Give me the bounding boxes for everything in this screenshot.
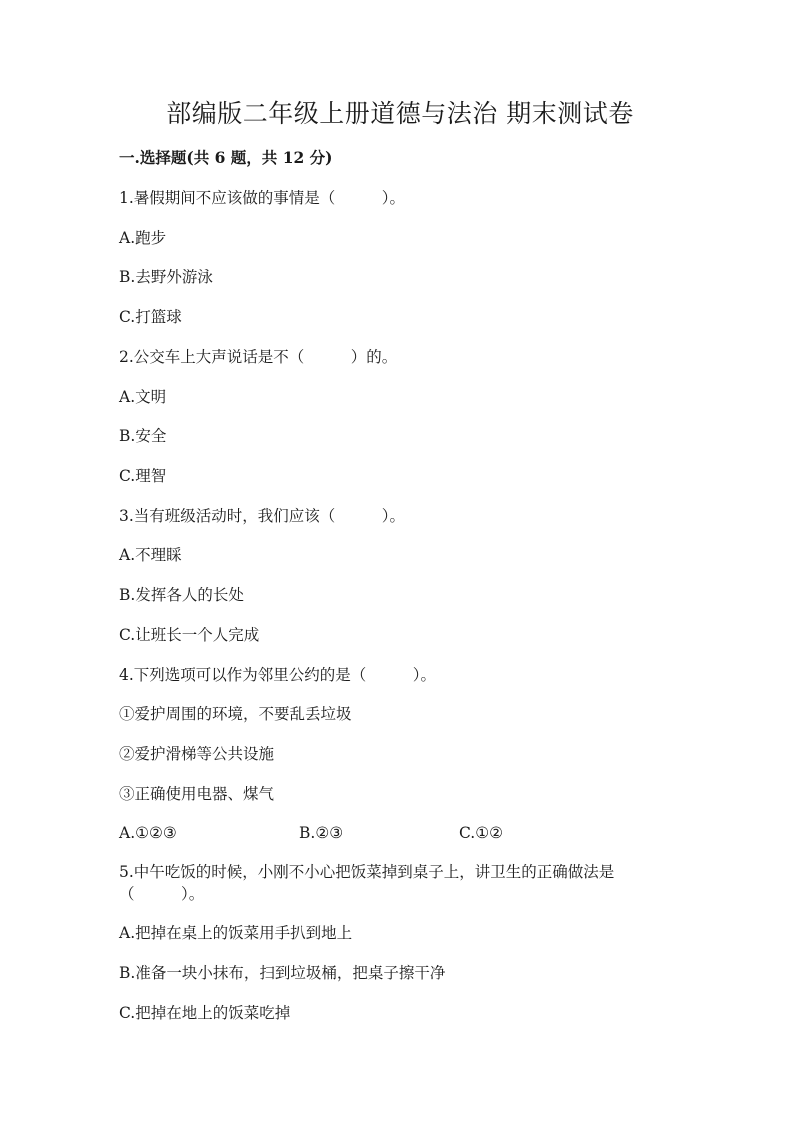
- section-heading: 一.选择题(共 6 题，共 12 分): [119, 148, 333, 167]
- question-3-option-b[interactable]: B.发挥各人的长处: [119, 586, 244, 604]
- question-4-option-a[interactable]: A.①②③: [119, 824, 177, 842]
- question-4-option-c[interactable]: C.①②: [459, 824, 504, 842]
- question-1-option-b[interactable]: B.去野外游泳: [119, 268, 213, 286]
- question-1-stem: 1.暑假期间不应该做的事情是（ ）。: [119, 189, 406, 207]
- question-3-stem: 3.当有班级活动时，我们应该（ ）。: [119, 507, 406, 525]
- question-2-option-b[interactable]: B.安全: [119, 427, 167, 445]
- question-3-option-c[interactable]: C.让班长一个人完成: [119, 626, 260, 644]
- question-4-item-1: ①爱护周围的环境，不要乱丢垃圾: [119, 705, 352, 723]
- question-5-option-a[interactable]: A.把掉在桌上的饭菜用手扒到地上: [119, 924, 353, 942]
- question-5-stem: 5.中午吃饭的时候，小刚不小心把饭菜掉到桌子上，讲卫生的正确做法是（ ）。: [119, 863, 615, 903]
- question-5-option-c[interactable]: C.把掉在地上的饭菜吃掉: [119, 1004, 291, 1022]
- question-2-option-a[interactable]: A.文明: [119, 388, 167, 406]
- question-1-option-a[interactable]: A.跑步: [119, 229, 167, 247]
- question-2-option-c[interactable]: C.理智: [119, 467, 167, 485]
- question-5-option-b[interactable]: B.准备一块小抹布，扫到垃圾桶，把桌子擦干净: [119, 964, 446, 982]
- exam-title: 部编版二年级上册道德与法治 期末测试卷: [166, 99, 634, 128]
- question-4-stem: 4.下列选项可以作为邻里公约的是（ ）。: [119, 666, 437, 684]
- question-1-option-c[interactable]: C.打篮球: [119, 308, 182, 326]
- question-4-item-2: ②爱护滑梯等公共设施: [119, 745, 275, 763]
- question-4-item-3: ③正确使用电器、煤气: [119, 785, 275, 803]
- question-4-option-b[interactable]: B.②③: [299, 824, 344, 842]
- question-3-option-a[interactable]: A.不理睬: [119, 546, 182, 564]
- question-2-stem: 2.公交车上大声说话是不（ ）的。: [119, 348, 398, 366]
